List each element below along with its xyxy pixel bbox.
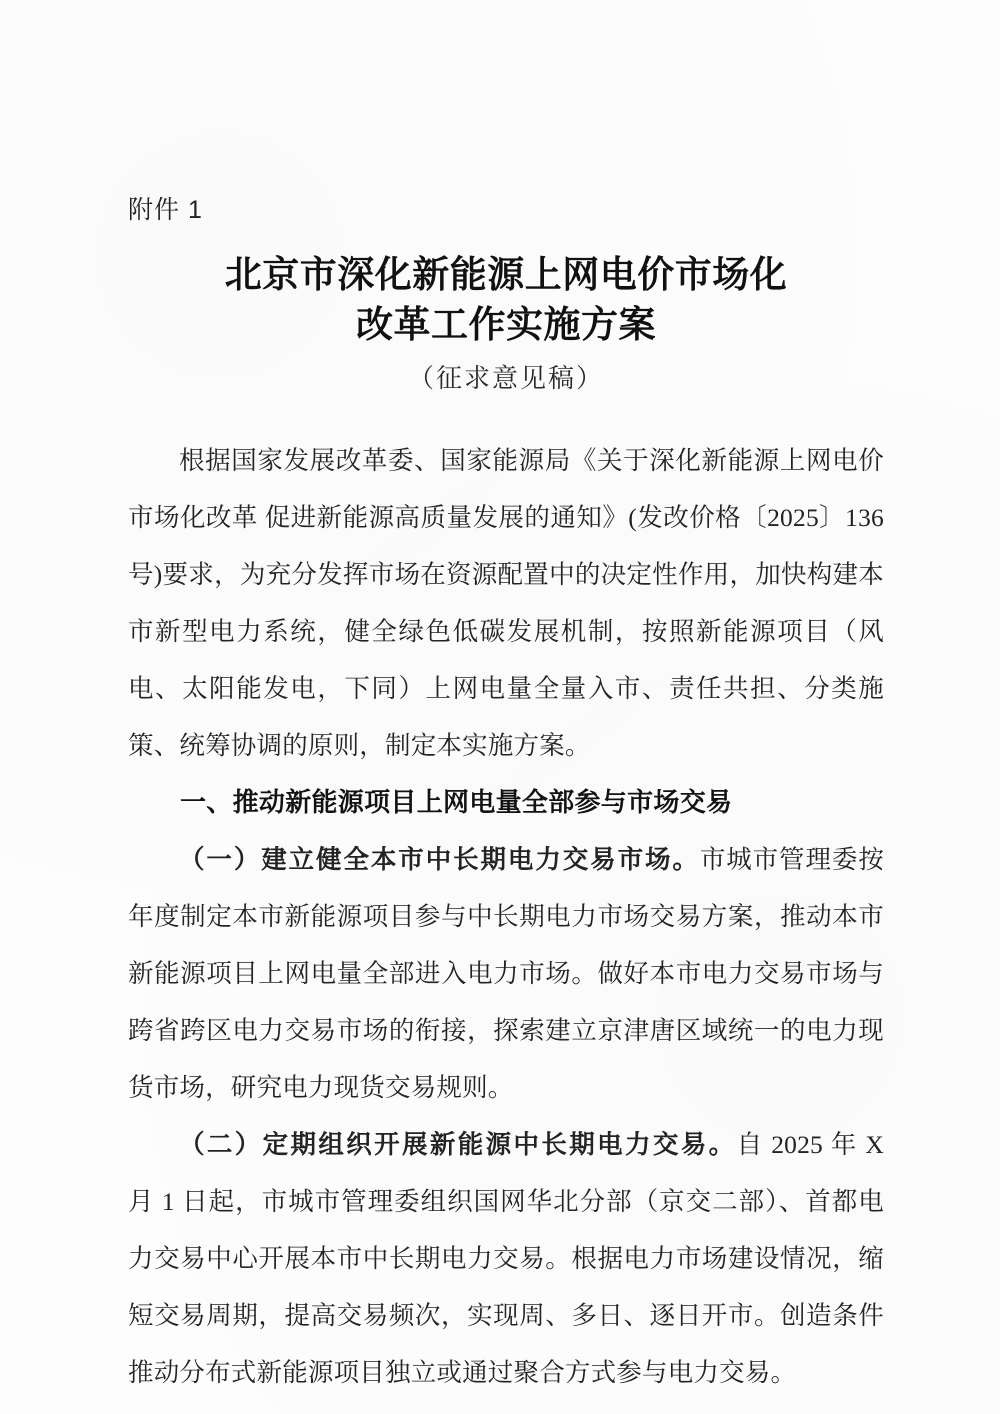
paragraph-item-two-text: 自 2025 年 X 月 1 日起，市城市管理委组织国网华北分部（京交二部）、首都电力交易中心开展本市中长期电力交易。根据电力市场建设情况，缩短交易周期，提高交易频次，实现周、多日、逐日开市。创造条件推动分布式新能源项目独立或通过聚合方式参与电力交易。 (128, 1130, 884, 1387)
paragraph-preamble: 根据国家发展改革委、国家能源局《关于深化新能源上网电价市场化改革 促进新能源高质量发展的通知》(发改价格〔2025〕136 号)要求，为充分发挥市场在资源配置中的决定性作用，加快构建本市新型电力系统，健全绿色低碳发展机制，按照新能源项目（风电、太阳能发电，下同）上网电量全量入市、责任共担、分类施策、统筹协调的原则，制定本实施方案。 (128, 446, 884, 760)
paragraph-item-two-lead: （二）定期组织开展新能源中长期电力交易。 (179, 1130, 737, 1159)
attachment-label: 附件 1 (128, 196, 203, 224)
paragraph-item-one-lead: （一）建立健全本市中长期电力交易市场。 (179, 845, 700, 874)
document-title-line-2: 改革工作实施方案 (356, 304, 656, 345)
document-title-line-1: 北京市深化新能源上网电价市场化 (224, 254, 788, 295)
paragraph-item-one (128, 831, 884, 1116)
document-title-block (128, 250, 884, 398)
document-subtitle: （征求意见稿） (407, 364, 604, 393)
paragraph-item-one-text: 市城市管理委按年度制定本市新能源项目参与中长期电力市场交易方案，推动本市新能源项目上网电量全部进入电力市场。做好本市电力交易市场与跨省跨区电力交易市场的衔接，探索建立京津唐区域统一的电力现货市场，研究电力现货交易规则。 (128, 845, 884, 1102)
section-heading-one: 一、推动新能源项目上网电量全部参与市场交易 (180, 787, 733, 817)
document-body (128, 432, 884, 1401)
paragraph-item-two (128, 1116, 884, 1401)
